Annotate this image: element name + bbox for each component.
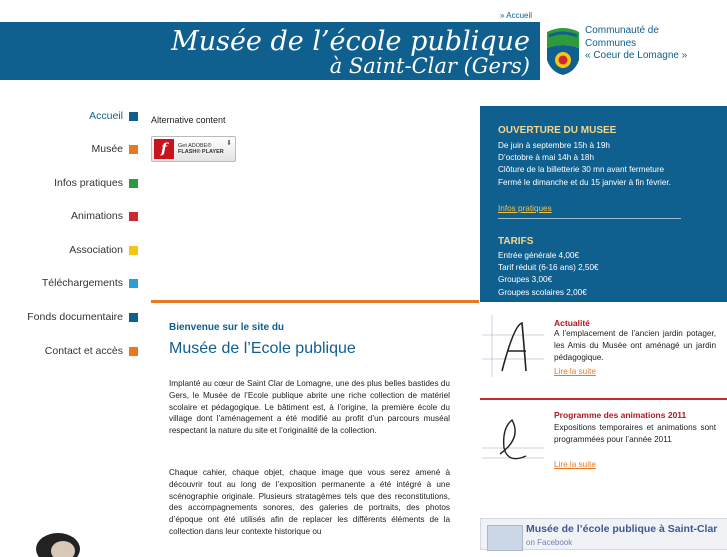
site-subtitle: à Saint-Clar (Gers) [329,54,530,78]
hours-line: Clôture de la billetterie 30 mn avant fermeture [498,165,665,175]
nav-item-association[interactable] [69,242,138,258]
intro-paragraph: Implanté au cœur de Saint Clar de Lomagne, une des plus belles bastides du Gers, le Musée de l’Ecole publique abrite une riche collection de matériel scolaire et pédagogique. Le bâtiment est, à l’origine, la première école du village dont l’aménagement a été modifié au profit d’un parcours muséal respectant la nature du site et l’originalité de la collection. [169,379,450,436]
hours-line: Fermé le dimanche et du 15 janvier à fin février. [498,177,671,187]
nav-color-square [129,179,138,188]
download-arrow-icon: ⬇ [226,140,232,147]
tarifs-heading: TARIFS [498,236,534,247]
news-title: Programme des animations 2011 [554,410,687,420]
community-name [585,25,687,63]
opening-heading: OUVERTURE DU MUSEE [498,125,617,136]
opening-hours [498,140,704,189]
nav-item-musee[interactable] [91,141,138,157]
news-title: Actualité [554,318,590,328]
flash-badge-text [178,143,224,156]
nav-label: Téléchargements [41,277,123,289]
intro-lead: Bienvenue sur le site du [169,322,285,333]
nav-item-accueil[interactable] [89,108,138,124]
nav-color-square [129,313,138,322]
flash-alt-text: Alternative content [151,115,226,125]
flash-badge-line: Get ADOBE® [178,142,212,149]
nav-item-contact[interactable] [45,343,138,359]
news-text: A l’emplacement de l’ancien jardin potager, les Amis du Musée ont aménagé un jardin pédagogique. [554,329,716,363]
flash-badge-line: FLASH® PLAYER [178,149,224,155]
nav-item-fonds-documentaire[interactable] [27,309,138,325]
nav-color-square [129,279,138,288]
opening-info-box [480,106,727,302]
facebook-box [480,518,727,550]
header-banner [0,22,540,80]
community-logo[interactable] [545,26,581,76]
facebook-thumbnail [487,525,523,551]
nav-item-telechargements[interactable] [42,275,138,291]
intro-title: Musée de l’Ecole publique [169,340,356,357]
facebook-page-link[interactable] [526,523,722,549]
news-text: Expositions temporaires et animations sont programmées pour l’année 2011 [554,423,716,445]
hours-line: D’octobre à mai 14h à 18h [498,153,595,163]
tarif-line: Entrée générale 4,00€ [498,251,580,260]
intro-paragraph: Chaque cahier, chaque objet, chaque image que vous serez amené à découvrir tout au long de l’exposition permanente a été intégré à une scénographie originale. Plusieurs stratagèmes tels que des reconstitutions, des accompagnements sonores, des galeries de portraits, des photos d’époque ont été utilisés afin de replacer les différents éléments de la collection dans leur contexte historique ou [169,468,450,536]
section-divider [151,300,479,303]
nav-label: Fonds documentaire [27,311,123,323]
community-name-line: Communes [585,37,637,49]
community-name-line: « Coeur de Lomagne » [585,50,688,61]
nav-label: Accueil [89,110,123,122]
read-more-link[interactable]: Lire la suite [554,460,596,469]
nav-label: Animations [71,210,123,222]
hours-line: De juin à septembre 15h à 19h [498,141,610,150]
nav-color-square [129,212,138,221]
nav-item-infos-pratiques[interactable] [54,175,138,191]
nav-color-square [129,347,138,356]
tarifs-list [498,250,704,299]
tarif-line: Tarif réduit (6-16 ans) 2,50€ [498,263,599,273]
facebook-suffix: on Facebook [526,537,573,547]
read-more-link[interactable]: Lire la suite [554,367,596,376]
calligraphy-a-image [482,315,544,377]
flash-icon: f [154,139,174,159]
calligraphy-e-image [482,408,544,470]
home-top-link[interactable]: » Accueil [500,11,533,20]
facebook-title: Musée de l’école publique à Saint-Clar [526,523,718,535]
get-flash-button[interactable] [151,136,236,162]
person-photo [30,527,85,557]
tarif-line: Groupes scolaires 2,00€ [498,287,587,297]
nav-label: Musée [91,143,123,155]
nav-label: Contact et accès [44,345,123,357]
news-item [480,398,727,478]
nav-color-square [129,246,138,255]
tarif-line: Groupes 3,00€ [498,275,553,285]
site-title: Musée de l’école publique [171,26,530,57]
news-item [480,311,727,389]
nav-label: Infos pratiques [54,177,123,189]
info-separator [498,218,681,219]
nav-color-square [129,112,138,121]
community-name-line: Communauté de [585,25,659,36]
nav-color-square [129,145,138,154]
infos-pratiques-link[interactable]: Infos pratiques [498,204,552,213]
news-divider [480,398,727,400]
nav-label: Association [69,244,123,256]
nav-item-animations[interactable] [71,208,138,224]
